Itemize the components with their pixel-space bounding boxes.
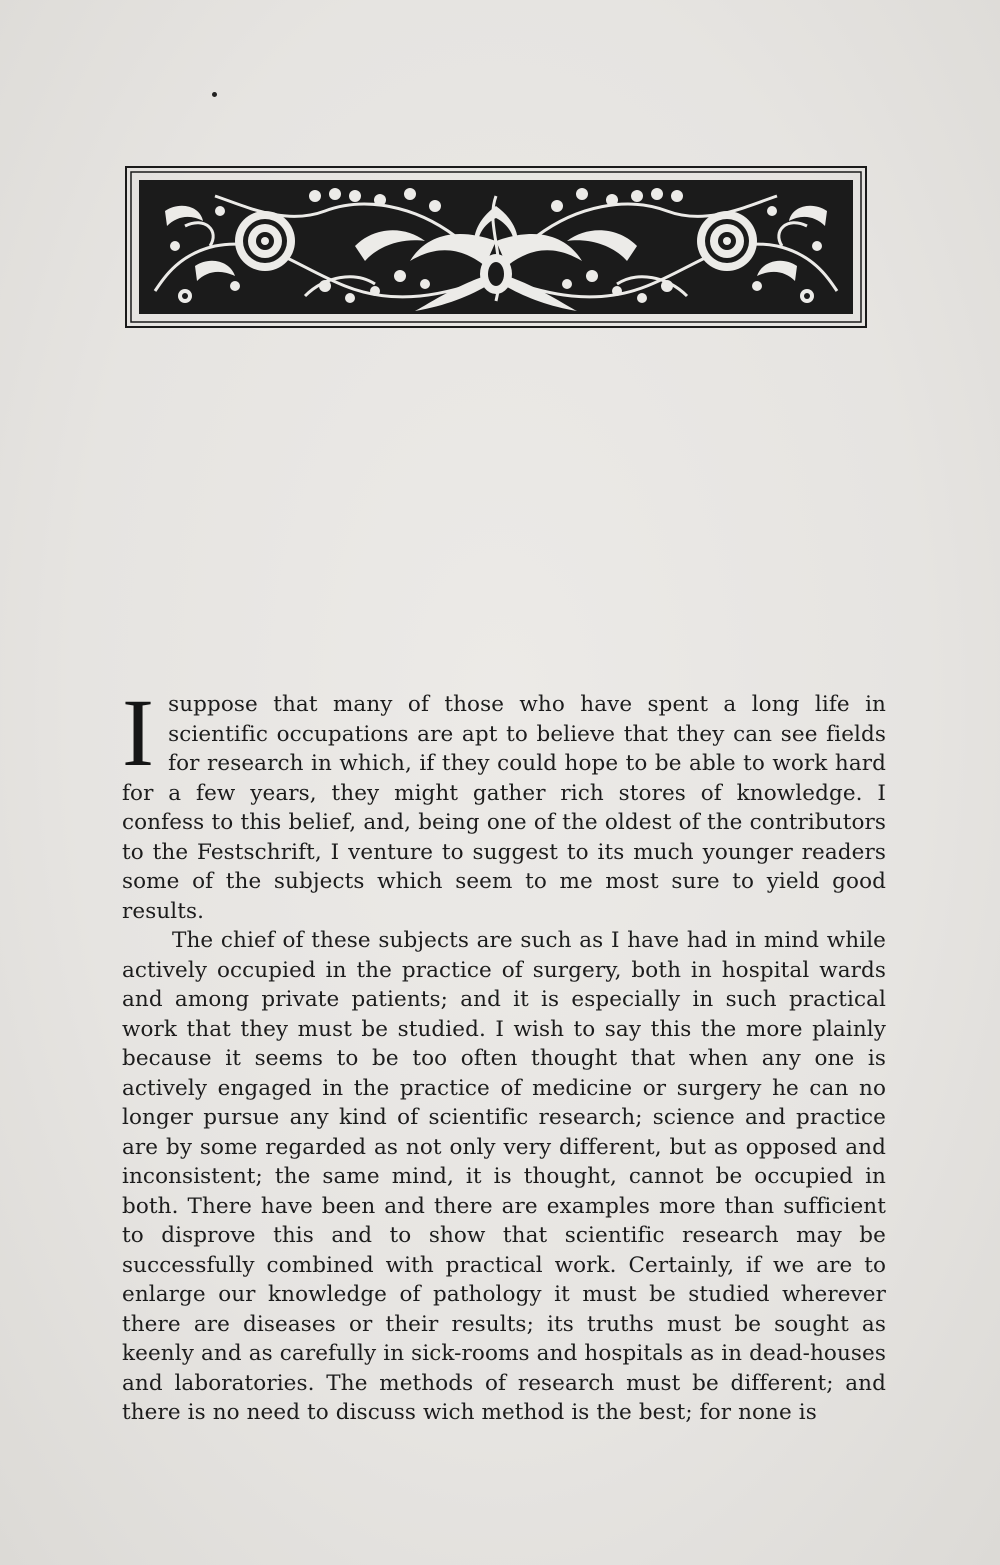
floral-headpiece-ornament bbox=[125, 166, 867, 328]
ink-speck bbox=[212, 92, 217, 97]
body-text bbox=[122, 679, 886, 1428]
drop-cap: I bbox=[122, 679, 155, 786]
paragraph-2: The chief of these subjects are such as I have had in mind while actively occupied in the practice of surgery, both in hospital wards and among private patients; and it is especially in such practical work that they must be studied. I wish to say this the more plainly because it seems to be too often thought that when any one is actively engaged in the practice of medicine or surgery he can no longer pursue any kind of scientific research; science and practice are by some regarded as not only very different, but as opposed and inconsistent; the same mind, it is thought, cannot be occupied in both. There have been and there are examples more than sufficient to disprove this and to show that scientific research may be successfully combined with practical work. Certainly, if we are to enlarge our knowledge of pathology it must be studied wherever there are diseases or their results; its truths must be sought as keenly and as carefully in sick-rooms and hospitals as in dead-houses and laboratories. The methods of research must be different; and there is no need to discuss wich method is the best; for none is bbox=[122, 928, 886, 1425]
paragraph-1 bbox=[122, 679, 886, 926]
paragraph-1-text: suppose that many of those who have spent a long life in scientific occupations are apt to believe that they can see fields for research in which, if they could hope to be able to work hard for a few years, they might gather rich stores of knowledge. I confess to this belief, and, being one of the oldest of the contributors to the Festschrift, I venture to suggest to its much younger readers some of the subjects which seem to me most sure to yield good results. bbox=[122, 692, 886, 924]
